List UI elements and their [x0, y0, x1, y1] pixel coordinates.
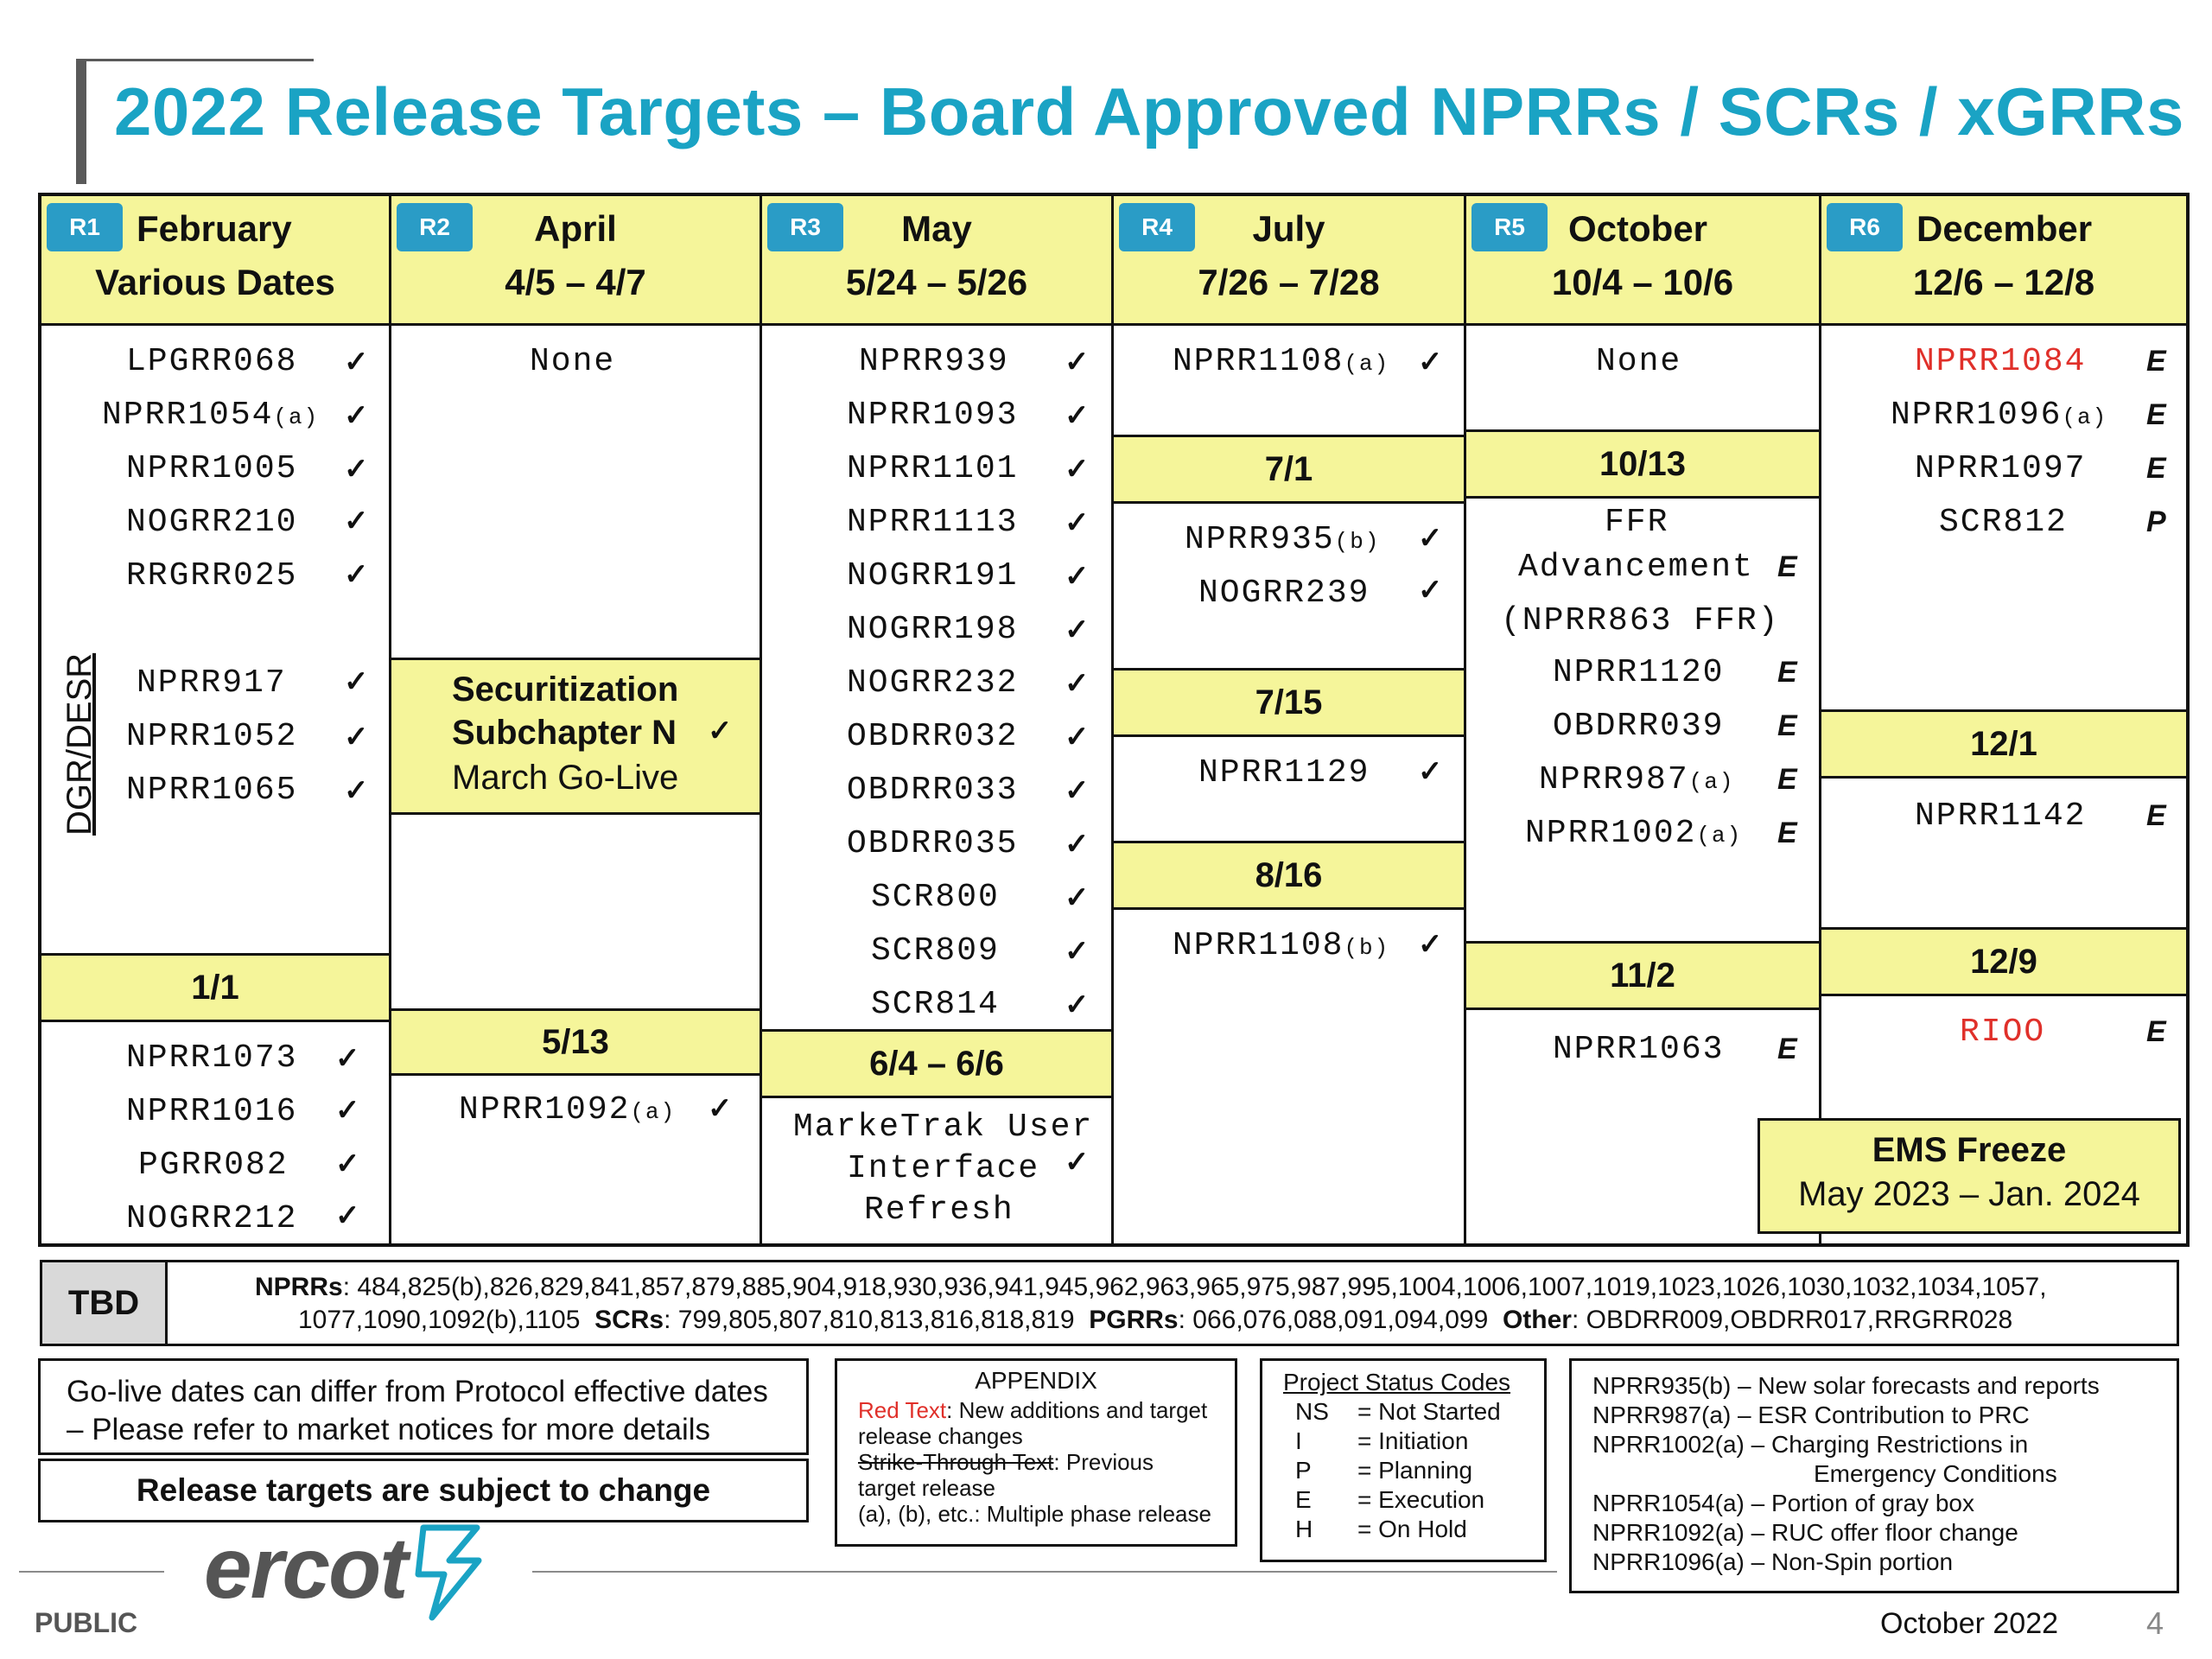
- securitization-title: Securitization: [452, 671, 679, 709]
- check-icon: ✓: [1065, 721, 1090, 753]
- list-item: NPRR1113: [847, 504, 1019, 541]
- release-header: [1114, 196, 1464, 326]
- check-icon: ✓: [1418, 928, 1443, 961]
- ffr-line1: FFR: [1605, 504, 1669, 541]
- status-badge: E: [1777, 550, 1797, 583]
- release-dates: 12/6 – 12/8: [1912, 262, 2095, 302]
- check-icon: ✓: [1065, 774, 1090, 807]
- footer-line-right: [532, 1571, 1557, 1573]
- check-icon: ✓: [1065, 1146, 1090, 1179]
- release-header: [391, 196, 760, 326]
- list-item: NPRR1016: [126, 1093, 298, 1130]
- status-code-row: [1283, 1427, 1523, 1456]
- status-code-desc: = Execution: [1357, 1486, 1485, 1513]
- list-item: NOGRR232: [847, 664, 1019, 702]
- list-item: NOGRR212: [126, 1200, 298, 1237]
- list-item: NPRR1073: [126, 1039, 298, 1077]
- list-item: NPRR1093: [847, 397, 1019, 434]
- status-code-row: [1283, 1456, 1523, 1485]
- check-icon: ✓: [1065, 613, 1090, 646]
- tbd-label: TBD: [42, 1262, 168, 1344]
- check-icon: ✓: [335, 1042, 360, 1075]
- check-icon: ✓: [1065, 346, 1090, 378]
- check-icon: ✓: [1418, 755, 1443, 788]
- check-icon: ✓: [1065, 560, 1090, 593]
- list-item: NPRR1120: [1553, 654, 1725, 691]
- status-badge: E: [1777, 656, 1797, 689]
- status-code-row: [1283, 1485, 1523, 1515]
- check-icon: ✓: [1065, 506, 1090, 539]
- list-item: NPRR987(a): [1539, 761, 1735, 798]
- release-dates: 7/26 – 7/28: [1198, 262, 1380, 302]
- check-icon: ✓: [1065, 399, 1090, 432]
- securitization-subtitle: Subchapter N: [452, 714, 677, 752]
- list-item: NOGRR191: [847, 557, 1019, 594]
- list-item: SCR800: [871, 879, 1000, 916]
- release-month: December: [1916, 208, 2093, 249]
- phase-note: NPRR1092(a) – RUC offer floor change: [1592, 1519, 2018, 1546]
- marketrak-line2: Interface: [847, 1150, 1040, 1187]
- check-icon: ✓: [708, 1092, 733, 1125]
- release-column-r6: [1821, 196, 2186, 1243]
- check-icon: ✓: [344, 399, 369, 432]
- list-item: NPRR1065: [126, 772, 298, 809]
- list-item: NPRR1097: [1915, 450, 2087, 487]
- status-badge: E: [2146, 398, 2166, 431]
- list-item: NPRR1101: [847, 450, 1019, 487]
- date-bar: 11/2: [1466, 941, 1819, 1010]
- status-code: E: [1295, 1486, 1312, 1513]
- check-icon: ✓: [1418, 522, 1443, 555]
- check-icon: ✓: [335, 1094, 360, 1127]
- status-code: I: [1295, 1427, 1302, 1454]
- release-dates: 10/4 – 10/6: [1551, 262, 1734, 302]
- list-item: NOGRR210: [126, 504, 298, 541]
- list-item: RRGRR025: [126, 557, 298, 594]
- list-item: None: [1596, 343, 1682, 380]
- list-item: NPRR1108(a): [1173, 343, 1390, 380]
- tbd-line2: 1077,1090,1092(b),1105 SCRs: 799,805,807,810,813,816,818,819 PGRRs: 066,076,088,091,094,099 Other: OBDRR009,OBDRR017,RRGRR028: [298, 1306, 2013, 1334]
- golive-note: Go-live dates can differ from Protocol effective dates – Please refer to market notices for more details: [38, 1358, 809, 1455]
- check-icon: ✓: [1418, 346, 1443, 378]
- status-badge: E: [1777, 709, 1797, 742]
- check-icon: ✓: [1065, 453, 1090, 486]
- phase-note: NPRR1096(a) – Non-Spin portion: [1592, 1548, 1954, 1575]
- status-codes-box: [1260, 1358, 1547, 1562]
- phase-note: NPRR1054(a) – Portion of gray box: [1592, 1490, 1974, 1516]
- phase-note: NPRR1002(a) – Charging Restrictions in: [1592, 1431, 2029, 1458]
- phase-notes-box: [1569, 1358, 2179, 1593]
- title-accent-bar: [76, 59, 86, 184]
- subject-to-change-note: Release targets are subject to change: [38, 1459, 809, 1522]
- release-dates: 4/5 – 4/7: [505, 262, 646, 302]
- ercot-logo: ercot: [204, 1520, 407, 1617]
- dgr-desr-label: DGR/DESR: [60, 652, 99, 836]
- tbd-line1: NPRRs: 484,825(b),826,829,841,857,879,885,904,918,930,936,941,945,962,963,965,975,987,995,1004,1006,1007,1019,1023,1026,1030,1032,1034,1057,: [255, 1273, 2047, 1301]
- tbd-text: [181, 1271, 2168, 1337]
- status-code: NS: [1295, 1398, 1329, 1425]
- appendix-title: APPENDIX: [975, 1367, 1097, 1394]
- check-icon: ✓: [1065, 988, 1090, 1021]
- release-badge: R4: [1119, 203, 1195, 251]
- public-label: PUBLIC: [35, 1607, 138, 1638]
- list-item: NPRR1084: [1915, 343, 2087, 380]
- marketrak-line1: MarkeTrak User: [793, 1109, 1094, 1146]
- list-item: NPRR1096(a): [1891, 397, 2108, 434]
- release-header: [41, 196, 389, 326]
- list-item: NPRR1108(b): [1173, 927, 1390, 964]
- ercot-bolt-icon: [406, 1521, 493, 1624]
- ems-freeze-dates: May 2023 – Jan. 2024: [1798, 1175, 2140, 1213]
- phase-note: NPRR987(a) – ESR Contribution to PRC: [1592, 1402, 2030, 1428]
- check-icon: ✓: [344, 558, 369, 591]
- list-item: NPRR1142: [1915, 798, 2087, 835]
- list-item: NPRR1005: [126, 450, 298, 487]
- status-badge: E: [2146, 452, 2166, 485]
- date-bar: 12/1: [1821, 709, 2186, 779]
- securitization-box: [391, 658, 760, 815]
- appendix-red-text: Red Text: New additions and target release changes: [858, 1397, 1208, 1449]
- date-bar: 8/16: [1114, 841, 1464, 910]
- date-bar: 7/15: [1114, 668, 1464, 737]
- list-item: NPRR1052: [126, 718, 298, 755]
- list-item: OBDRR033: [847, 772, 1019, 809]
- status-code: P: [1295, 1457, 1312, 1484]
- status-badge: E: [2146, 1015, 2166, 1048]
- list-item: NPRR1054(a): [102, 397, 320, 434]
- release-header: [1821, 196, 2186, 326]
- release-header: [1466, 196, 1819, 326]
- list-item: SCR809: [871, 932, 1000, 969]
- status-code-desc: = Initiation: [1357, 1427, 1469, 1454]
- appendix-box: [835, 1358, 1237, 1547]
- list-item: SCR812: [1939, 504, 2068, 541]
- list-item: NPRR1129: [1198, 754, 1370, 791]
- title-accent-line: [76, 59, 314, 61]
- list-item: LPGRR068: [126, 343, 298, 380]
- date-bar: 10/13: [1466, 429, 1819, 499]
- status-code-row: [1283, 1515, 1523, 1544]
- release-month: July: [1252, 208, 1325, 249]
- list-item: NPRR1063: [1553, 1031, 1725, 1068]
- status-badge: P: [2146, 505, 2166, 538]
- ems-freeze-box: [1758, 1118, 2181, 1234]
- list-item: SCR814: [871, 986, 1000, 1023]
- status-code: H: [1295, 1516, 1313, 1542]
- page-title: 2022 Release Targets – Board Approved NPRRs / SCRs / xGRRs: [114, 73, 2184, 149]
- release-grid: [38, 193, 2190, 1247]
- release-badge: R2: [397, 203, 473, 251]
- check-icon: ✓: [335, 1199, 360, 1232]
- list-item: OBDRR035: [847, 825, 1019, 862]
- date-bar: 1/1: [41, 953, 389, 1022]
- list-item: NPRR935(b): [1185, 521, 1381, 558]
- status-code-desc: = Planning: [1357, 1457, 1473, 1484]
- list-item: PGRR082: [138, 1147, 289, 1184]
- status-badge: E: [1777, 763, 1797, 796]
- appendix-phase-text: (a), (b), etc.: Multiple phase release: [858, 1501, 1211, 1527]
- date-bar: 5/13: [391, 1008, 760, 1076]
- release-dates: 5/24 – 5/26: [845, 262, 1028, 302]
- release-header: [762, 196, 1111, 326]
- list-item: OBDRR039: [1553, 708, 1725, 745]
- ffr-line2: Advancement: [1518, 549, 1754, 586]
- release-column-r2: [391, 196, 762, 1243]
- check-icon: ✓: [344, 774, 369, 807]
- status-code-desc: = On Hold: [1357, 1516, 1467, 1542]
- release-column-r5: [1466, 196, 1821, 1243]
- status-codes-list: [1283, 1397, 1523, 1544]
- release-month: February: [137, 208, 292, 249]
- date-bar: 6/4 – 6/6: [762, 1029, 1111, 1098]
- list-item: NPRR1002(a): [1525, 815, 1743, 852]
- check-icon: ✓: [1065, 881, 1090, 914]
- check-icon: ✓: [344, 453, 369, 486]
- check-icon: ✓: [344, 505, 369, 537]
- list-item: None: [530, 343, 616, 380]
- appendix-strike-text: Strike-Through Text: Previous target release: [858, 1449, 1154, 1501]
- release-badge: R3: [767, 203, 843, 251]
- check-icon: ✓: [708, 715, 733, 747]
- footer-date: October 2022: [1880, 1607, 2059, 1640]
- list-item: OBDRR032: [847, 718, 1019, 755]
- release-badge: R5: [1471, 203, 1548, 251]
- check-icon: ✓: [1065, 828, 1090, 861]
- check-icon: ✓: [344, 346, 369, 378]
- phase-note: NPRR935(b) – New solar forecasts and reports: [1592, 1372, 2100, 1399]
- release-month: October: [1568, 208, 1708, 249]
- tbd-row: [40, 1260, 2179, 1346]
- status-badge: E: [2146, 345, 2166, 378]
- release-column-r4: [1114, 196, 1466, 1243]
- release-badge: R1: [47, 203, 123, 251]
- release-month: April: [534, 208, 617, 249]
- release-column-r1: [41, 196, 391, 1243]
- ems-freeze-title: EMS Freeze: [1872, 1131, 2067, 1169]
- release-month: May: [901, 208, 972, 249]
- status-badge: E: [1777, 817, 1797, 849]
- check-icon: ✓: [344, 665, 369, 698]
- release-badge: R6: [1827, 203, 1903, 251]
- check-icon: ✓: [1418, 574, 1443, 607]
- check-icon: ✓: [344, 721, 369, 753]
- list-item: NPRR1092(a): [459, 1091, 677, 1128]
- status-badge: E: [1777, 1033, 1797, 1065]
- check-icon: ✓: [1065, 667, 1090, 700]
- check-icon: ✓: [335, 1147, 360, 1180]
- date-bar: 12/9: [1821, 927, 2186, 996]
- release-dates: Various Dates: [95, 262, 335, 302]
- release-column-r3: [762, 196, 1114, 1243]
- phase-note: Emergency Conditions: [1814, 1460, 2057, 1487]
- footer-line-left: [19, 1571, 164, 1573]
- marketrak-line3: Refresh: [864, 1192, 1014, 1229]
- securitization-golive: March Go-Live: [452, 759, 679, 797]
- list-item: NOGRR239: [1198, 575, 1370, 612]
- ffr-line3: (NPRR863 FFR): [1501, 602, 1780, 639]
- status-badge: E: [2146, 799, 2166, 832]
- status-code-row: [1283, 1397, 1523, 1427]
- list-item: NOGRR198: [847, 611, 1019, 648]
- status-code-desc: = Not Started: [1357, 1398, 1501, 1425]
- list-item: RIOO: [1960, 1014, 2046, 1051]
- page-number: 4: [2146, 1605, 2164, 1641]
- date-bar: 7/1: [1114, 435, 1464, 504]
- list-item: NPRR939: [859, 343, 1009, 380]
- check-icon: ✓: [1065, 935, 1090, 968]
- status-codes-title: Project Status Codes: [1283, 1369, 1511, 1395]
- list-item: NPRR917: [137, 664, 287, 702]
